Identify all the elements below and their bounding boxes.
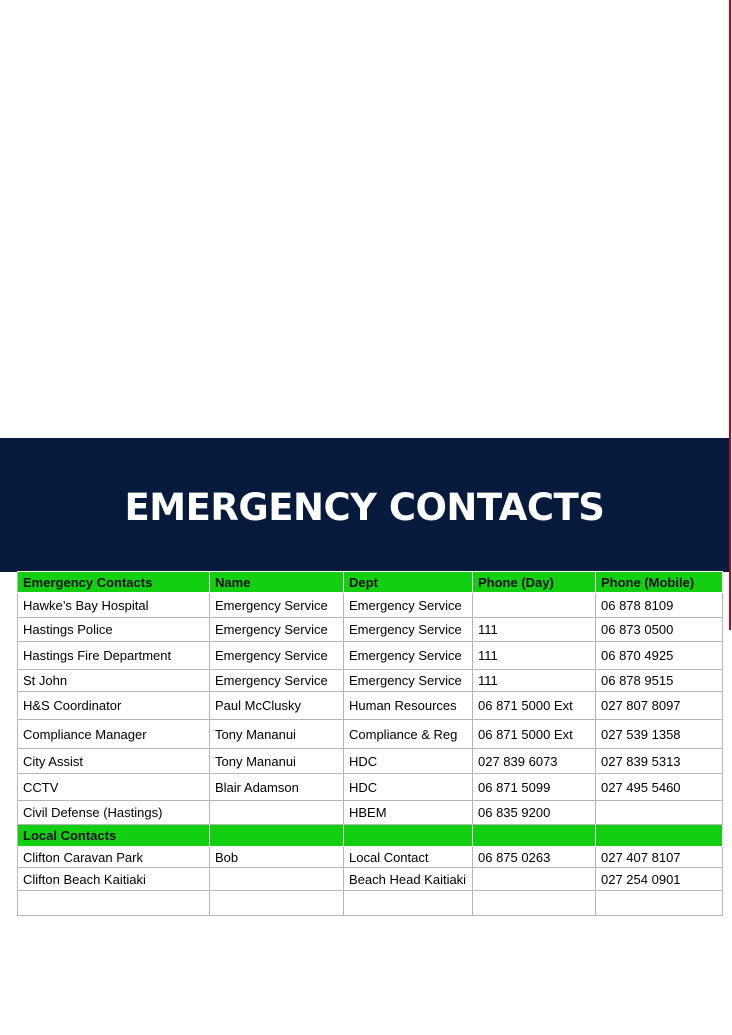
table-cell: Paul McClusky <box>210 692 344 720</box>
table-cell: Beach Head Kaitiaki <box>344 868 473 891</box>
local-contacts-header-row <box>18 825 723 847</box>
table-cell <box>210 891 344 916</box>
table-cell: 111 <box>473 642 596 670</box>
table-cell: 06 871 5000 Ext <box>473 720 596 749</box>
table-cell: 06 835 9200 <box>473 801 596 825</box>
table-cell: Compliance & Reg <box>344 720 473 749</box>
table-row <box>18 847 723 868</box>
header-cell: Phone (Mobile) <box>596 572 723 593</box>
table-cell: 06 878 9515 <box>596 670 723 692</box>
table-cell: 027 495 5460 <box>596 774 723 801</box>
table-row <box>18 618 723 642</box>
table-cell: City Assist <box>18 749 210 774</box>
table-cell: H&S Coordinator <box>18 692 210 720</box>
table-cell: Local Contact <box>344 847 473 868</box>
table-cell: CCTV <box>18 774 210 801</box>
table-cell: Clifton Beach Kaitiaki <box>18 868 210 891</box>
table-cell: 06 871 5099 <box>473 774 596 801</box>
table-cell: 06 878 8109 <box>596 593 723 618</box>
table-row <box>18 670 723 692</box>
table-cell: Compliance Manager <box>18 720 210 749</box>
header-cell: Phone (Day) <box>473 572 596 593</box>
table-row <box>18 801 723 825</box>
table-cell: Emergency Service <box>210 670 344 692</box>
section-header-cell <box>210 825 344 847</box>
table-cell: Emergency Service <box>344 593 473 618</box>
table-row <box>18 642 723 670</box>
table-row <box>18 692 723 720</box>
table-cell <box>473 868 596 891</box>
table-cell: HDC <box>344 749 473 774</box>
table-row <box>18 593 723 618</box>
header-cell: Emergency Contacts <box>18 572 210 593</box>
table-cell <box>473 593 596 618</box>
table-cell <box>210 801 344 825</box>
table-cell: Blair Adamson <box>210 774 344 801</box>
table-row <box>18 891 723 916</box>
table-cell: Emergency Service <box>344 618 473 642</box>
table-cell: Emergency Service <box>344 642 473 670</box>
table-cell: HBEM <box>344 801 473 825</box>
table-cell: Hastings Police <box>18 618 210 642</box>
table-row <box>18 749 723 774</box>
table-cell: 027 254 0901 <box>596 868 723 891</box>
table-cell <box>473 891 596 916</box>
table-cell: Tony Mananui <box>210 720 344 749</box>
table-header-row <box>18 572 723 593</box>
table-cell: Tony Mananui <box>210 749 344 774</box>
table-cell: Civil Defense (Hastings) <box>18 801 210 825</box>
section-header-cell <box>473 825 596 847</box>
table-cell: 06 870 4925 <box>596 642 723 670</box>
table-cell: 027 407 8107 <box>596 847 723 868</box>
emergency-contacts-table <box>17 571 723 916</box>
header-cell: Dept <box>344 572 473 593</box>
table-cell: 027 839 6073 <box>473 749 596 774</box>
table-cell: Clifton Caravan Park <box>18 847 210 868</box>
header-cell: Name <box>210 572 344 593</box>
table-cell: Emergency Service <box>210 593 344 618</box>
table-cell <box>18 891 210 916</box>
table-cell: St John <box>18 670 210 692</box>
table-cell: HDC <box>344 774 473 801</box>
table-cell: 06 875 0263 <box>473 847 596 868</box>
table-row <box>18 720 723 749</box>
table-cell <box>596 801 723 825</box>
table-cell: Emergency Service <box>210 642 344 670</box>
table-cell: Human Resources <box>344 692 473 720</box>
section-header-cell <box>344 825 473 847</box>
table-cell: 027 839 5313 <box>596 749 723 774</box>
table-cell <box>596 891 723 916</box>
table-cell: Hastings Fire Department <box>18 642 210 670</box>
table-cell: 06 873 0500 <box>596 618 723 642</box>
table-cell <box>344 891 473 916</box>
table-cell: 111 <box>473 618 596 642</box>
table-cell: Emergency Service <box>344 670 473 692</box>
page-title: EMERGENCY CONTACTS <box>124 486 605 529</box>
table-cell: 027 539 1358 <box>596 720 723 749</box>
table-cell: 06 871 5000 Ext <box>473 692 596 720</box>
section-header-cell: Local Contacts <box>18 825 210 847</box>
table-cell: 111 <box>473 670 596 692</box>
table-cell: Hawke’s Bay Hospital <box>18 593 210 618</box>
page-edge-line <box>729 0 731 630</box>
table-row <box>18 868 723 891</box>
table-cell: 027 807 8097 <box>596 692 723 720</box>
table-row <box>18 774 723 801</box>
table-cell: Emergency Service <box>210 618 344 642</box>
section-header-cell <box>596 825 723 847</box>
table-cell: Bob <box>210 847 344 868</box>
table-cell <box>210 868 344 891</box>
